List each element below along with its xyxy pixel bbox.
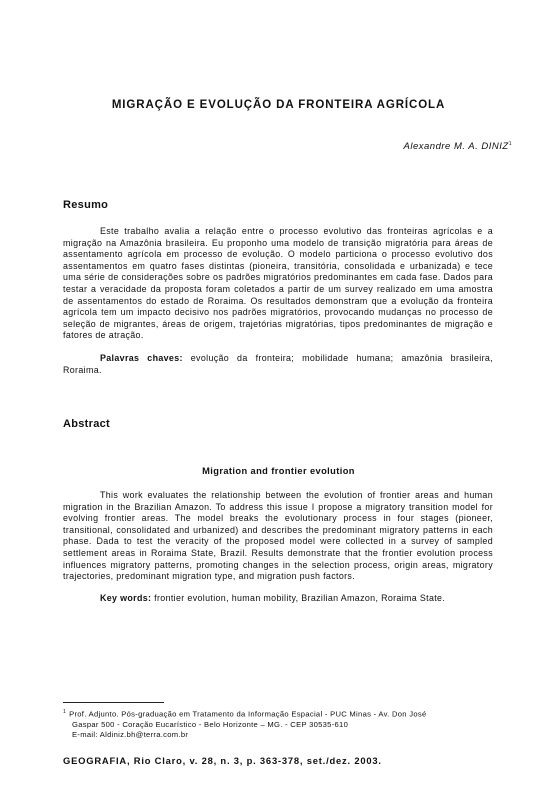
journal-citation: GEOGRAFIA, Rio Claro, v. 28, n. 3, p. 363-378, set./dez. 2003. <box>63 755 382 766</box>
footnote <box>63 707 493 740</box>
abstract-paragraph: This work evaluates the relationship between the evolution of frontier areas and human migration in the Brazilian Amazon. To address this issue I propose a migratory transition model for evolving frontier areas. The model breaks the evolutionary process in four stages (pioneer, transitional, consolidated and urbanized) and describes the predominant migratory patterns in each phase. Dada to test the veracity of the proposed model were collected in a survey of sampled settlement areas in Roraima State, Brazil. Results demonstrate that the frontier evolution process influences migratory patterns, promoting changes in the selection process, origin areas, migratory trajectories, predominant migration type, and migration push factors. <box>63 490 493 582</box>
resumo-keywords-label: Palavras chaves: <box>100 353 183 363</box>
abstract-keywords-text: frontier evolution, human mobility, Brazilian Amazon, Roraima State. <box>154 593 446 603</box>
resumo-keywords <box>63 353 493 376</box>
footnote-line-1 <box>63 707 493 720</box>
footnote-line-3: E-mail: Aldiniz.bh@terra.com.br <box>72 729 189 739</box>
resumo-keywords-text: evolução da fronteira; mobilidade humana; amazônia brasileira, Roraima. <box>63 353 493 375</box>
resumo-heading: Resumo <box>63 199 109 211</box>
abstract-keywords <box>63 593 493 605</box>
footnote-text-1: Prof. Adjunto. Pós-graduação em Tratamento da Informação Espacial - PUC Minas - Av. Don José <box>69 709 427 719</box>
footnote-line-2: Gaspar 500 - Coração Eucarístico - Belo Horizonte – MG. - CEP 30535-610 <box>72 719 349 729</box>
article-title: MIGRAÇÃO E EVOLUÇÃO DA FRONTEIRA AGRÍCOLA <box>111 99 446 111</box>
author-name: Alexandre M. A. DINIZ <box>403 141 509 153</box>
abstract-keywords-label: Key words: <box>100 593 152 603</box>
abstract-subtitle: Migration and frontier evolution <box>202 466 355 476</box>
author-footnote-mark: 1 <box>508 141 512 147</box>
author-line <box>404 141 512 152</box>
resumo-paragraph: Este trabalho avalia a relação entre o processo evolutivo das fronteiras agrícolas e a migração na Amazônia brasileira. Eu proponho uma modelo de transição migratória para áreas de assentamento agrícola em processo de evolução. O modelo particiona o processo evolutivo dos assentamentos em quatro fases distintas (pioneira, transitória, consolidada e urbanizada) e tece uma série de considerações sobre os padrões migratórios predominantes em cada fase. Dados para testar a veracidade da proposta foram coletados a partir de um survey realizado em uma amostra de assentamentos do estado de Roraima. Os resultados demonstram que a evolução da fronteira agrícola tem um impacto decisivo nos padrões migratórios, provocando mudanças no processo de seleção de migrantes, áreas de origem, trajetórias migratórias, tipos predominantes de migração e fatores de atração. <box>63 226 493 341</box>
footnote-mark: 1 <box>63 709 67 715</box>
footnote-divider <box>63 702 164 703</box>
abstract-heading: Abstract <box>63 418 111 430</box>
